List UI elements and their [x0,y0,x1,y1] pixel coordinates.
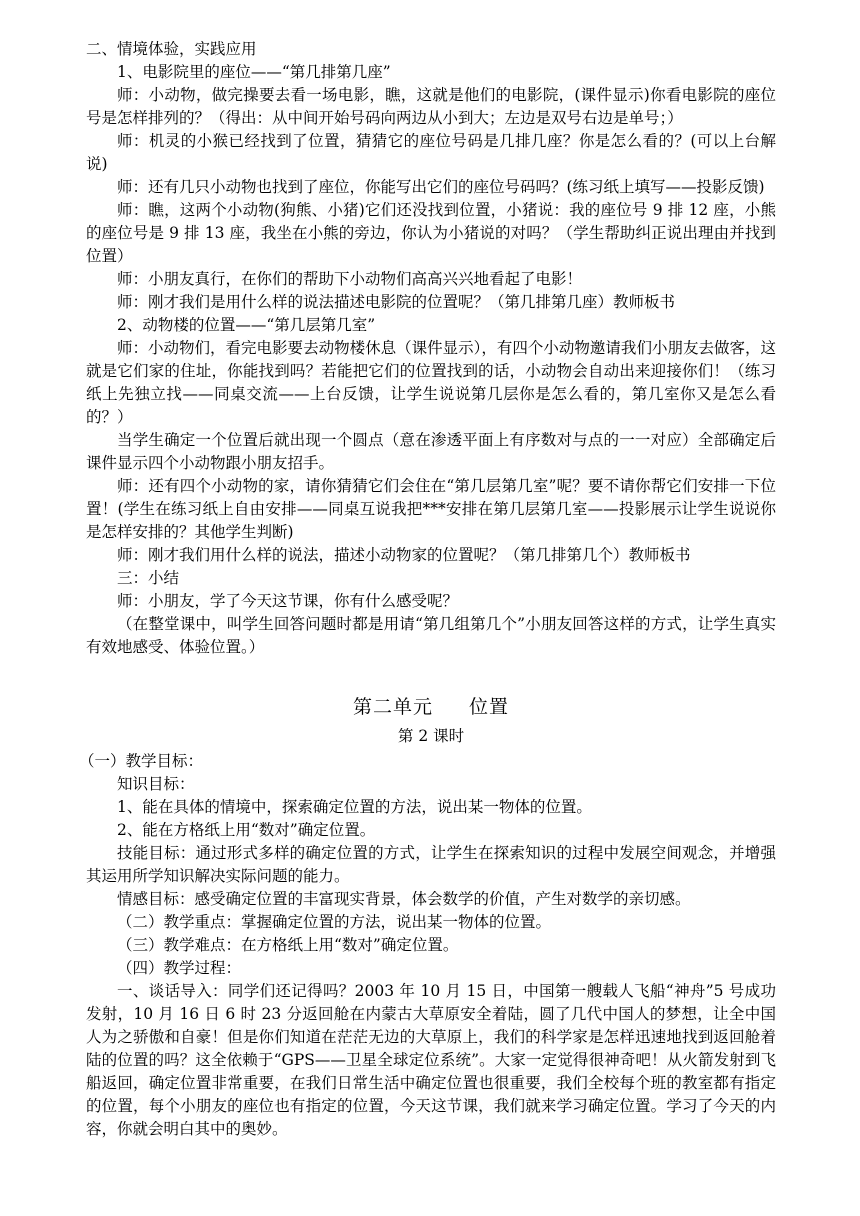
process-heading: （四）教学过程： [117,959,242,977]
goals-heading: （一）教学目标： [79,752,204,770]
paragraph: 师：机灵的小猴已经找到了位置，猜猜它的座位号码是几排几座？你是怎么看的？(可以上台解说) [86,132,776,173]
difficulty: （三）教学难点：在方格纸上用“数对”确定位置。 [117,936,459,954]
document-page [79,38,776,1141]
paragraph: 师：瞧，这两个小动物(狗熊、小猪)它们还没找到位置，小猪说：我的座位号 9 排 12 座，小熊的座位号是 9 排 13 座，我坐在小熊的旁边，你认为小猪说的对吗？（学生帮助纠正说出理由并找到位置） [86,201,776,265]
paragraph: 一、谈话导入：同学们还记得吗？2003 年 10 月 15 日，中国第一艘载人飞船“神舟”5 号成功发射，10 月 16 日 6 时 23 分返回舱在内蒙古大草原安全着陆，圆了几代中国人的梦想，让全中国人为之骄傲和自豪！但是你们知道在茫茫无边的大草原上，我们的科学家是怎样迅速地找到返回舱着陆的位置的吗？这全依赖于“GPS——卫星全球定位系统”。大家一定觉得很神奇吧！从火箭发射到飞船返回，确定位置非常重要，在我们日常生活中确定位置也很重要，我们全校每个班的教室都有指定的位置，每个小朋友的座位也有指定的位置，今天这节课，我们就来学习确定位置。学习了今天的内容，你就会明白其中的奥妙。 [86,982,776,1138]
section-heading: 二、情境体验，实践应用 [86,40,257,58]
key-point: （二）教学重点：掌握确定位置的方法，说出某一物体的位置。 [117,913,552,931]
list-item: 1、能在具体的情境中，探索确定位置的方法，说出某一物体的位置。 [117,798,592,816]
paragraph: 师：小动物们，看完电影要去动物楼休息（课件显示），有四个小动物邀请我们小朋友去做客，这就是它们家的住址，你能找到吗？若能把它们的位置找到的话，小动物会自动出来迎接你们！（练习纸上先独立找——同桌交流——上台反馈，让学生说说第几层你是怎么看的，第几室你又是怎么看的？） [86,339,776,426]
lesson-label: 第 2 课时 [397,727,465,745]
unit-topic: 位置 [469,696,510,718]
paragraph: 师：刚才我们用什么样的说法，描述小动物家的位置呢？（第几排第几个）教师板书 [117,546,691,564]
knowledge-heading: 知识目标： [117,775,195,793]
unit-title [86,692,776,722]
paragraph: 师：还有几只小动物也找到了座位，你能写出它们的座位号码吗？(练习纸上填写——投影反馈) [117,178,765,196]
subsection-heading: 三：小结 [117,569,180,587]
subsection-heading: 2、动物楼的位置——“第几层第几室” [117,316,376,334]
paragraph: 师：小朋友真行，在你们的帮助下小动物们高高兴兴地看起了电影！ [117,270,583,288]
list-item: 2、能在方格纸上用“数对”确定位置。 [117,821,376,839]
paragraph: 师：小朋友，学了今天这节课，你有什么感受呢？ [117,592,459,610]
paragraph: 技能目标：通过形式多样的确定位置的方式，让学生在探索知识的过程中发展空间观念，并增强其运用所学知识解决实际问题的能力。 [86,844,776,885]
paragraph: 师：还有四个小动物的家，请你猜猜它们会住在“第几层第几室”呢？要不请你帮它们安排一下位置！(学生在练习纸上自由安排——同桌互说我把***安排在第几层第几室——投影展示让学生说说你是怎样安排的？其他学生判断) [86,477,776,541]
paragraph: 当学生确定一个位置后就出现一个圆点（意在渗透平面上有序数对与点的一一对应）全部确定后课件显示四个小动物跟小朋友招手。 [86,431,776,472]
paragraph: 情感目标：感受确定位置的丰富现实背景，体会数学的价值，产生对数学的亲切感。 [117,890,691,908]
paragraph: 师：小动物，做完操要去看一场电影，瞧，这就是他们的电影院，(课件显示)你看电影院的座位号是怎样排列的？（得出：从中间开始号码向两边从小到大；左边是双号右边是单号；） [86,86,776,127]
unit-label: 第二单元 [352,696,433,718]
subsection-heading: 1、电影院里的座位——“第几排第几座” [117,63,391,81]
paragraph: 师：刚才我们是用什么样的说法描述电影院的位置呢？（第几排第几座）教师板书 [117,293,676,311]
paragraph: （在整堂课中，叫学生回答问题时都是用请“第几组第几个”小朋友回答这样的方式，让学生真实有效地感受、体验位置。） [86,615,776,656]
